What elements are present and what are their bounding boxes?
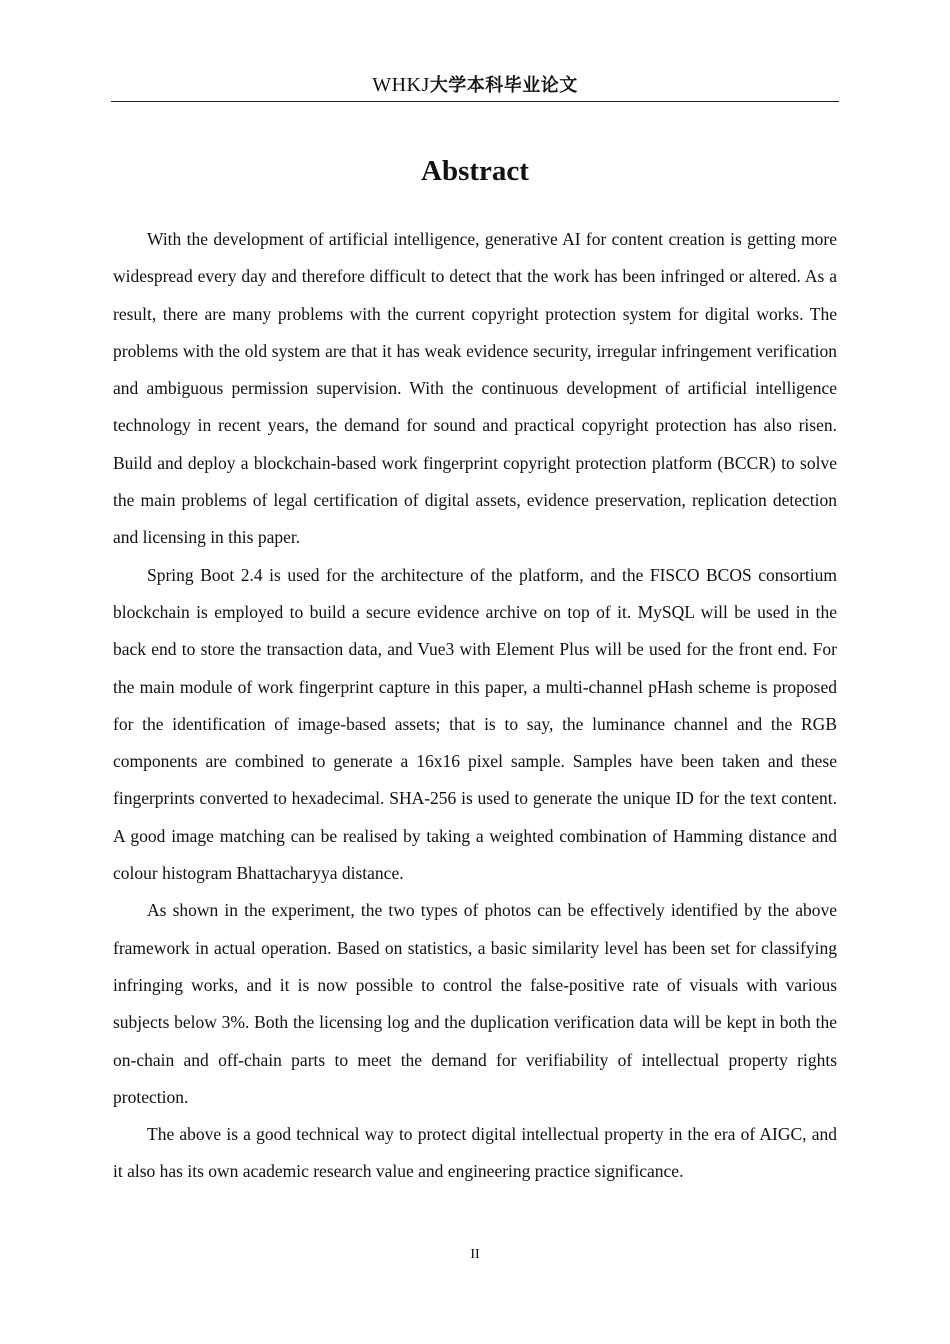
- header-rule: [111, 101, 839, 102]
- page-number: II: [470, 1247, 480, 1262]
- page-title: Abstract: [421, 155, 529, 187]
- abstract-body: [113, 221, 837, 1191]
- paragraph-4: The above is a good technical way to protect digital intellectual property in the era of AIGC, and it also has its own academic research value and engineering practice significance.: [113, 1124, 837, 1182]
- running-header: [111, 72, 839, 99]
- header-latin: WHKJ: [372, 74, 430, 96]
- paragraph-3: As shown in the experiment, the two types of photos can be effectively identified by the above framework in actual operation. Based on statistics, a basic similarity level has been set for classifying infringing works, and it is now possible to control the false-positive rate of visuals with various subjects below 3%. Both the licensing log and the duplication verification data will be kept in both the on-chain and off-chain parts to meet the demand for verifiability of intellectual property rights protection.: [113, 900, 837, 1107]
- paragraph-1: With the development of artificial intelligence, generative AI for content creation is getting more widespread every day and therefore difficult to detect that the work has been infringed or altered. As a result, there are many problems with the current copyright protection system for digital works. The problems with the old system are that it has weak evidence security, irregular infringement verification and ambiguous permission supervision. With the continuous development of artificial intelligence technology in recent years, the demand for sound and practical copyright protection has also risen. Build and deploy a blockchain-based work fingerprint copyright protection platform (BCCR) to solve the main problems of legal certification of digital assets, evidence preservation, replication detection and licensing in this paper.: [113, 229, 837, 548]
- header-chinese: 大学本科毕业论文: [429, 75, 578, 96]
- paragraph-2: Spring Boot 2.4 is used for the architecture of the platform, and the FISCO BCOS consortium blockchain is employed to build a secure evidence archive on top of it. MySQL will be used in the back end to store the transaction data, and Vue3 with Element Plus will be used for the front end. For the main module of work fingerprint capture in this paper, a multi-channel pHash scheme is proposed for the identification of image-based assets; that is to say, the luminance channel and the RGB components are combined to generate a 16x16 pixel sample. Samples have been taken and these fingerprints converted to hexadecimal. SHA-256 is used to generate the unique ID for the text content. A good image matching can be realised by taking a weighted combination of Hamming distance and colour histogram Bhattacharyya distance.: [113, 564, 837, 884]
